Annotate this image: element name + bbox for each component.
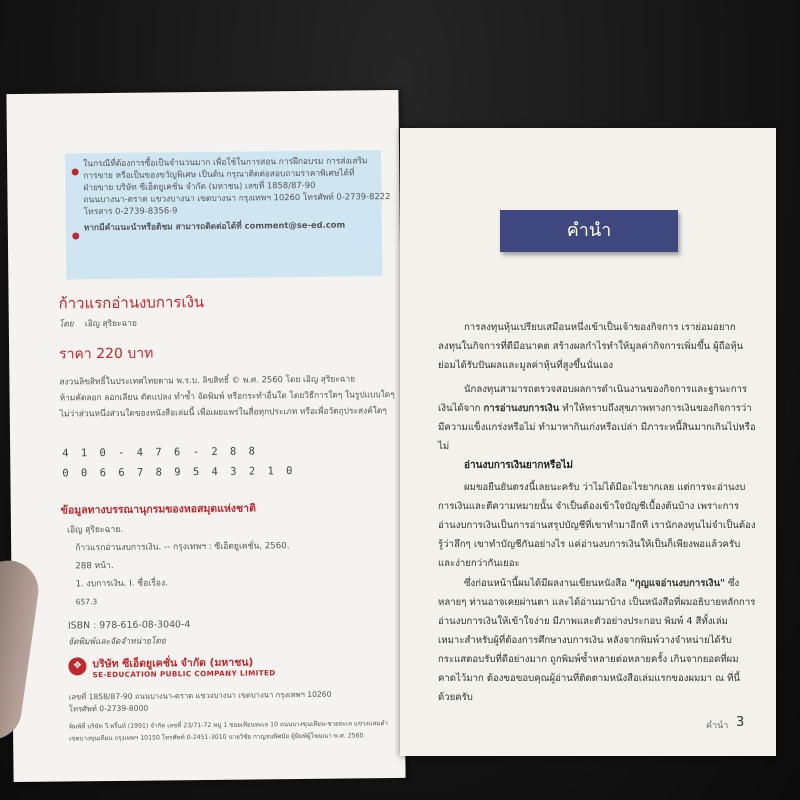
paragraph-text: ทำให้ทราบถึงสุขภาพทางการเงินของกิจการว่ามีความแข็งแกร่งหรือไม่ ทำมาหากินเก่งหรือเปล่า มีภาระหนี้สินมากเกินไปหรือไม่ <box>438 403 756 452</box>
preface-paragraph <box>438 574 756 707</box>
paragraph-text: ซึ่งหลายๆ ท่านอาจเคยผ่านตา และได้อ่านมาบ้าง เป็นหนังสือที่ผมอธิบายหลักการอ่านงบการเงินให้เข้าใจง่าย มีภาพและตัวอย่างประกอบ พิมพ์ 4 สีทั้งเล่ม เหมาะสำหรับผู้ที่ต้องการศึกษางบการเงิน หลังจากพิมพ์วางจำหน่ายได้รับกระแสตอบรับที่ดีอย่างมาก ถูกพิมพ์ซ้ำหลายต่อหลายครั้ง เกินจากยอดที่ผมคาดไว้มาก ต้องขอขอบคุณผู้อ่านที่ติดตามหนังสือเล่มแรกของผมมา ณ ที่นี้ด้วยครับ <box>438 578 756 703</box>
publisher-name-thai: บริษัท ซีเอ็ดยูเคชั่น จำกัด (มหาชน) <box>92 656 254 671</box>
preface-paragraph: ผมขอยืนยันตรงนี้เลยนะครับ ว่าไม่ได้มีอะไรยากเลย แต่การจะอ่านงบการเงินและตีความหมายนั้น จำเป็นต้องเข้าใจบัญชีเบื้องต้นบ้าง เพราะการอ่านงบการเงินเป็นการอ่านสรุปบัญชีที่เขาทำมาอีกที เรานักลงทุนไม่จำเป็นต้องรู้ว่าลึกๆ เขาทำบัญชีกันอย่างไร แค่อ่านงบการเงินให้เป็นก็เพียงพอแล้วครับ และง่ายกว่ากันเยอะ <box>438 482 756 569</box>
page-number: 3 <box>736 715 745 730</box>
preface-heading: คำนำ <box>500 210 678 252</box>
book-title: ก้าวแรกอ่านงบการเงิน <box>58 293 205 313</box>
notice-line: ในกรณีที่ต้องการซื้อเป็นจำนวนมาก เพื่อใช้ในการสอน การฝึกอบรม การส่งเสริม <box>83 155 368 169</box>
publisher-address: เลขที่ 1858/87-90 ถนนบางนา-ตราด แขวงบางนา เขตบางนา กรุงเทพฯ 10260 <box>68 689 332 702</box>
publisher-logo-icon: ❖ <box>68 657 86 675</box>
publisher-phone: โทรศัพท์ 0-2739-8000 <box>68 703 149 714</box>
price: ราคา 220 บาท <box>59 345 154 363</box>
publisher-name-en: SE-EDUCATION PUBLIC COMPANY LIMITED <box>92 668 276 680</box>
printer-line: เขตบางขุนเทียน กรุงเทพฯ 10150 โทรศัพท์ 0-2451-3010 นายวิชัย กาญจนพิศมัย ผู้พิมพ์ผู้โฆษณา พ.ศ. 2560 <box>69 732 364 743</box>
copyright-line: สงวนลิขสิทธิ์ในประเทศไทยตาม พ.ร.บ. ลิขสิทธิ์ © พ.ศ. 2560 โดย เอิญ สุริยะฉาย <box>59 373 356 387</box>
footer-label: คำนำ <box>706 721 729 731</box>
catalog-line: ก้าวแรกอ่านงบการเงิน. -- กรุงเทพฯ : ซีเอ็ดยูเคชั่น, 2560. <box>75 541 290 554</box>
comment-bullet-icon: ● <box>71 231 80 242</box>
notice-line: ถนนบางนา-ตราด แขวงบางนา เขตบางนา กรุงเทพฯ 10260 โทรศัพท์ 0-2739-8222 <box>83 191 391 205</box>
comment-line: หากมีคำแนะนำหรือติชม สามารถติดต่อได้ที่ comment@se-ed.com <box>83 219 346 233</box>
notice-line: โทรสาร 0-2739-8356-9 <box>83 205 178 217</box>
catalog-heading: ข้อมูลทางบรรณานุกรมของหอสมุดแห่งชาติ <box>60 502 256 517</box>
preface-paragraph: การลงทุนหุ้นเปรียบเสมือนหนึ่งเข้าเป็นเจ้าของกิจการ เราย่อมอยากลงทุนในกิจการที่ดีมีอนาคต สร้างผลกำไรทำให้มูลค่ากิจการเพิ่มขึ้น ผู้ถือหุ้นย่อมได้รับปันผลและมูลค่าหุ้นที่สูงขึ้นนั่นเอง <box>438 322 744 371</box>
paragraph-text: ซึ่งก่อนหน้านี้ผมได้มีผลงานเขียนหนังสือ <box>464 578 630 589</box>
copyright-line: ห้ามคัดลอก ลอกเลียน ดัดแปลง ทำซ้ำ จัดพิมพ์ หรือกระทำอื่นใด โดยวิธีการใดๆ ในรูปแบบใดๆ <box>59 389 395 403</box>
preface-paragraph <box>438 380 756 456</box>
notice-bullet-icon: ● <box>71 167 80 178</box>
paragraph-text: นักลงทุนสามารถตรวจสอบผลการดำเนินงานของกิจการและฐานะการเงินได้จาก <box>438 384 748 414</box>
barcode-number-row2: 0 0 6 6 7 8 9 5 4 3 2 1 0 <box>62 465 296 480</box>
catalog-line: 1. งบการเงิน. I. ชื่อเรื่อง. <box>75 578 168 590</box>
copyright-line: ไม่ว่าส่วนหนึ่งส่วนใดของหนังสือเล่มนี้ เพื่อเผยแพร่ในสื่อทุกประเภท หรือเพื่อวัตถุประสงค์ใดๆ <box>59 405 387 419</box>
catalog-line: เอิญ สุริยะฉาย. <box>66 524 124 536</box>
notice-line: ฝ่ายขาย บริษัท ซีเอ็ดยูเคชั่น จำกัด (มหาชน) เลขที่ 1858/87-90 <box>83 179 316 193</box>
catalog-line: 288 หน้า. <box>75 560 114 572</box>
left-page <box>6 90 405 782</box>
notice-box <box>65 150 391 279</box>
bold-term: การอ่านงบการเงิน <box>483 403 560 414</box>
author-name: เอิญ สุริยะฉาย <box>84 317 137 329</box>
author-prefix: โดย <box>58 318 74 329</box>
notice-line: การขาย หรือเป็นของขวัญพิเศษ เป็นต้น กรุณาติดต่อสอบถามราคาพิเศษได้ที่ <box>83 167 355 181</box>
isbn: ISBN : 978-616-08-3040-4 <box>67 619 191 632</box>
preface-subheading: อ่านงบการเงินยากหรือไม่ <box>464 460 573 471</box>
printer-line: พิมพ์ที่ บริษัท วี.พริ้นท์ (1991) จำกัด เลขที่ 23/71-72 หมู่ 1 ซอยเทียนทะเล 10 ถนนบางขุนเทียน-ชายทะเล แขวงแสมดำ <box>69 720 389 731</box>
bold-term: "กุญแจอ่านงบการเงิน" <box>629 578 725 589</box>
right-page <box>400 128 776 756</box>
catalog-line: 657.3 <box>75 597 98 607</box>
distributor-label: จัดพิมพ์และจัดจำหน่ายโดย <box>68 635 166 647</box>
barcode-number-row1: 4 1 0 - 4 7 6 - 2 8 8 <box>62 445 258 460</box>
